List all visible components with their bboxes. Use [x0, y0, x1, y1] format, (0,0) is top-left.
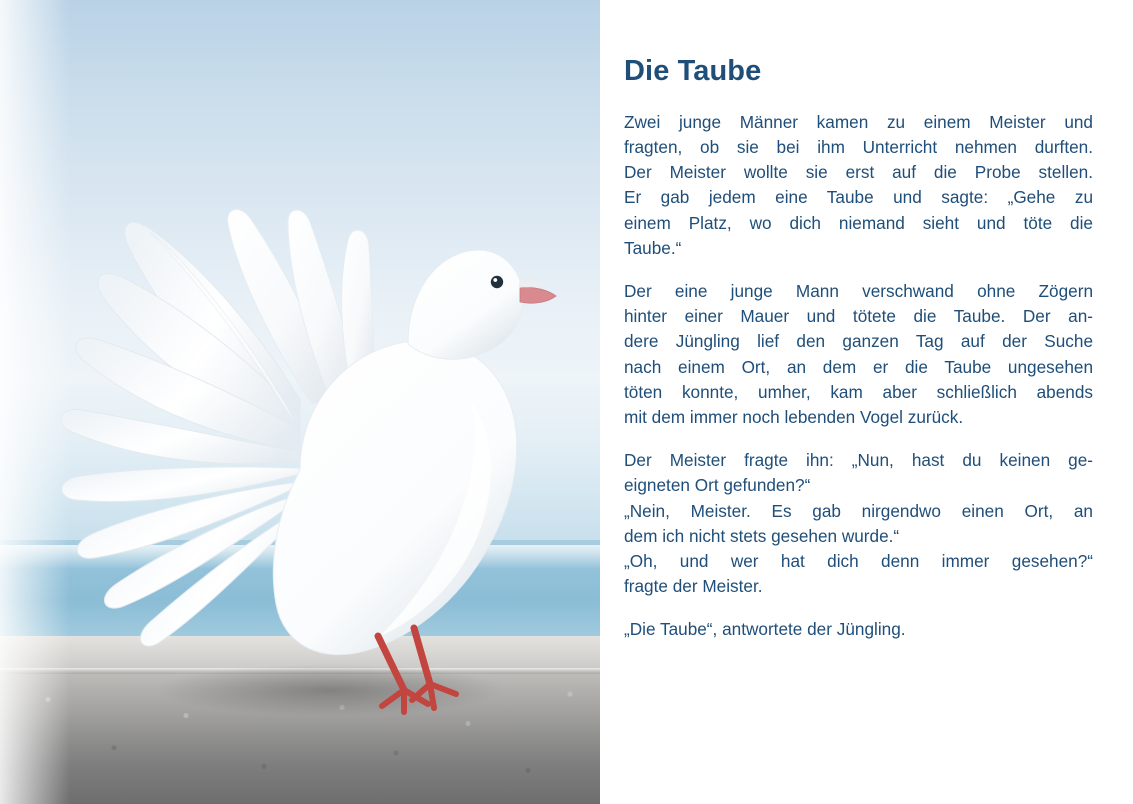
- dove-eye: [491, 276, 503, 288]
- paragraph-2: [624, 279, 1093, 430]
- text-line: töten konnte, umher, kam aber schließlich abends: [624, 381, 1093, 402]
- text-line: Der Meister wollte sie erst auf die Probe stellen.: [624, 162, 1093, 183]
- dove-beak: [520, 287, 556, 303]
- text-panel: [600, 0, 1133, 804]
- text-line: nach einem Ort, an dem er die Taube ungesehen: [624, 356, 1093, 377]
- paragraph-1: [624, 110, 1093, 261]
- text-line: fragte der Meister.: [624, 576, 763, 597]
- text-line: einem Platz, wo dich niemand sieht und töte die: [624, 212, 1093, 233]
- text-line: Der Meister fragte ihn: „Nun, hast du keinen ge-: [624, 450, 1093, 471]
- text-line: „Oh, und wer hat dich denn immer gesehen?“: [624, 550, 1093, 571]
- text-line: Zwei junge Männer kamen zu einem Meister und: [624, 111, 1093, 132]
- text-line: mit dem immer noch lebenden Vogel zurück.: [624, 406, 964, 427]
- dove-head: [408, 250, 523, 359]
- text-line: fragten, ob sie bei ihm Unterricht nehmen durften.: [624, 137, 1093, 158]
- paragraph-4: [624, 617, 1093, 642]
- text-line: Taube.“: [624, 237, 682, 258]
- text-line: eigneten Ort gefunden?“: [624, 475, 811, 496]
- dove-cere: [519, 280, 544, 287]
- text-line: hinter einer Mauer und tötete die Taube. Der an-: [624, 306, 1093, 327]
- dove-eye-glint: [493, 278, 497, 282]
- paragraph-3: [624, 448, 1093, 599]
- text-line: dem ich nicht stets gesehen wurde.“: [624, 525, 900, 546]
- page-title: Die Taube: [624, 55, 762, 87]
- text-line: dere Jüngling lief den ganzen Tag auf der Suche: [624, 331, 1093, 352]
- text-line: Er gab jedem eine Taube und sagte: „Gehe zu: [624, 187, 1093, 208]
- text-line: Der eine junge Mann verschwand ohne Zögern: [624, 281, 1093, 302]
- text-line: „Nein, Meister. Es gab nirgendwo einen Ort, an: [624, 500, 1093, 521]
- text-line: „Die Taube“, antwortete der Jüngling.: [624, 619, 906, 640]
